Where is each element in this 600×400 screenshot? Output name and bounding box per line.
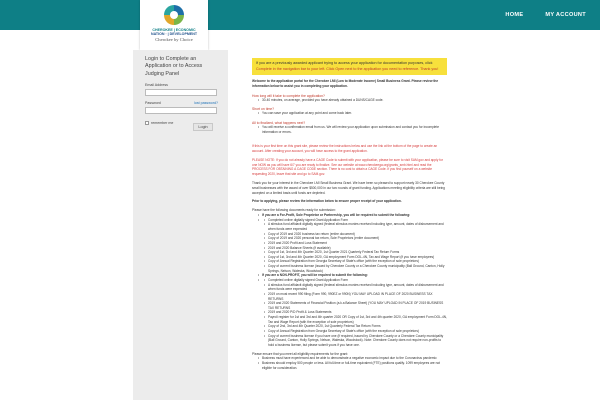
please-note-paragraph: PLEASE NOTE: If you do not already have a CAGE Code to submit with your application, please be sure to visit SAM.gov and apply for one NOW as you will have 6/7 you are ready to finalize. See our website at www.cherokeega.org/grants_smb.html and read the PROCESS FOR OBTAINING A CAGE CODE section. There is no cost to obtain a CAGE Code. If you find yourself on a website requesting 2020, leave that site and go to SAM.gov. <box>252 157 443 177</box>
logo-emblem-icon <box>164 5 184 25</box>
for-profit-document-item: • Copy of Annual Registration from Georgia Secretary of State's office (with the exception of sole proprietors) <box>264 259 447 264</box>
docs-intro: Please have the following documents ready for submission: <box>252 208 336 213</box>
for-profit-document-item: • Copy of 1st, 3rd and 4th Quarter 2020, 1st Quarter 2021 Quarterly Federal Tax Return Forms <box>264 250 447 255</box>
prior-paragraph: Prior to applying, please review the information below to ensure proper receipt of your application. <box>252 199 402 204</box>
logo-wordmark <box>140 28 208 36</box>
for-profit-wrapper <box>258 218 447 274</box>
welcome-paragraph: Welcome to the application portal for the Cherokee LMI (Low to Moderate Income) Small Business Grant. Please review the information below to assist you in completing your application. <box>252 79 439 88</box>
for-profit-items <box>264 218 447 274</box>
for-profit-document-item: • Copy of 2019 and 2020 personal tax return, Sole Proprietors (entire document) <box>264 236 447 241</box>
documents-list <box>258 213 447 348</box>
faq-answer-time: • You can save your application at any point and come back later. <box>258 111 447 116</box>
nav-my-account-link[interactable]: MY ACCOUNT <box>545 12 586 18</box>
notice-highlight: Complete in the navigation bar to your left. Click Open next to the application you need to reference. Thank you! <box>256 66 439 71</box>
non-profit-document-item: • 2019 on most recent 990 filing (Form 990, 990EZ or 990N) YOU MAY UPLOAD IN PLACE OF 2020 BUSINESS TAX RETURNS <box>264 292 447 301</box>
eligibility-intro: Please ensure that you meet all eligibility requirements for the grant: <box>252 351 349 356</box>
non-profit-wrapper <box>258 278 447 348</box>
for-profit-document-item: • 2019 and 2020 Profit and Loss Statement <box>264 241 447 246</box>
main-content <box>252 58 447 400</box>
for-profit-document-item: • Copy of 2019 and 2020 business tax return (entire document) <box>264 232 447 237</box>
faq-question-next: All to finalized, what happens next? <box>252 120 306 125</box>
top-navigation-bar <box>0 0 600 30</box>
login-button[interactable]: Login <box>193 123 213 131</box>
eligibility-item: • Business must have experienced and be able to demonstrate a negative economic impact due to the Coronavirus pandemic <box>258 356 447 361</box>
faq-question-duration: How long will it take to complete the application? <box>252 93 325 98</box>
for-profit-intro: • If you are a For-Profit, Sole Proprietor or Partnership, you will be required to submit the following: <box>258 213 447 218</box>
faq-answer-duration-list <box>258 98 447 103</box>
remember-me-label: remember me <box>151 120 174 125</box>
for-profit-document-item: • • Completed online digitally signed Grant Application Form <box>264 218 447 223</box>
non-profit-intro: • If you are a NON-PROFIT, you will be required to submit the following: <box>258 273 447 278</box>
email-label <box>145 83 218 87</box>
for-profit-document-item: • A stimulus fund affidavit digitally signed (federal stimulus monies received including type, amount, dates of disbursement and when funds were expended <box>264 222 447 231</box>
logo-line-1: CHEROKEE | ECONOMIC <box>152 28 196 32</box>
non-profit-document-item: • A stimulus fund affidavit digitally signed (federal stimulus monies received including type, amount, dates of disbursement and when funds were expended <box>264 283 447 292</box>
logo-tagline: Cherokee by Choice <box>155 37 193 43</box>
password-label-text: Password <box>145 100 161 105</box>
first-time-paragraph: If this is your first time on this grant site, please review the instructions below and use the link at the bottom of the page to create an account. After creating your account, you will have access to the grant application. <box>252 144 438 154</box>
remember-me-checkbox[interactable] <box>145 121 149 125</box>
main-nav <box>505 0 586 30</box>
email-label-text: Email Address <box>145 82 168 87</box>
faq-question-time: Short on time? <box>252 107 275 112</box>
login-sidebar <box>133 50 228 400</box>
login-title: Login to Complete an Application or to Access Judging Panel <box>145 56 203 77</box>
for-profit-document-item: • Copy of 1st, 3rd and 4th Quarter 2020, GA employment Form DOL-4N, Tax and Wage Report (if you have employees) <box>264 255 447 260</box>
faq-answer-time-list <box>258 111 447 116</box>
faq-answer-next-list <box>258 125 447 134</box>
eligibility-item: • Business should employ 500 people or less. All full-time or full-time equivalent (FTE) positions qualify. 1099 employees are not eligible for consideration. <box>258 361 447 370</box>
non-profit-document-item: • • Completed online digitally signed Grant Application Form <box>264 278 447 283</box>
faq-answer-duration: • 30-40 minutes, on average, provided you have already obtained a DUNS/CAGE code. <box>258 98 447 103</box>
returning-applicant-notice <box>252 58 447 75</box>
notice-text: If you are a previously awarded applicant trying to access your application for documentation purposes, click <box>256 61 433 65</box>
non-profit-document-item: • Copy of 2nd, 3rd and 4th Quarter 2020, 1st Quarterly Federal Tax Return Forms <box>264 324 447 329</box>
password-field[interactable] <box>145 107 217 114</box>
non-profit-document-item: • 2019 and 2020 Statements of Financial Position (a.k.a Balance Sheet) (YOU MAY UPLOAD IN PLACE OF 2019 BUSINESS TAX RETURNS <box>264 301 447 310</box>
logo-line-2: NATION · | DEVELOPMENT <box>150 32 198 37</box>
non-profit-document-item: • Payroll register for 1st and 3rd and 4th quarter 2020 OR Copy of 1st, 3rd and 4th quarter 2020, GA employment Form DOL-4N, Tax and Wage Report (with the exception of sole proprietors) <box>264 315 447 324</box>
site-logo[interactable] <box>140 0 208 50</box>
non-profit-items <box>264 278 447 348</box>
faq-answer-next: • You will receive a confirmation email from us. We will review your application upon submission and contact you for incomplete information or errors. <box>258 125 447 134</box>
non-profit-document-item: • Copy of Annual Registration from Georgia Secretary of State's office (with the exception of sole proprietors) <box>264 329 447 334</box>
forgot-password-link[interactable]: lost password? <box>194 100 218 105</box>
nav-home-link[interactable]: HOME <box>505 12 524 18</box>
non-profit-document-item: • Copy of current business license if you have one (if required, issued by Cherokee County or a Cherokee County municipality (Ball Ground, Canton, Holly Springs, Nelson, Waleska, Woodstock). Note: Cherokee County does not require non-profits to hold a business license, but please submit yours if you have one. <box>264 334 447 348</box>
password-label <box>145 101 218 105</box>
for-profit-document-item: • Copy of current business license (issued by Cherokee County or a Cherokee County municipality (Ball Ground, Canton, Holly Springs, Nelson, Waleska, Woodstock) <box>264 264 447 273</box>
eligibility-list <box>258 356 447 370</box>
thanks-paragraph: Thank you for your interest in the Cherokee LMI Small Business Grant. We have been so pleased to support nearly 30 Cherokee County small businesses with the award of over $500,000 in our two rounds of grant funding. Applications meeting eligibility criteria are still being accepted on a limited basis until funds are depleted. <box>252 181 445 195</box>
email-field[interactable] <box>145 89 217 96</box>
non-profit-document-item: • 2019 and 2020 P/D Profit & Loss Statements <box>264 310 447 315</box>
for-profit-document-item: • 2019 and 2020 Balance Sheets (if available) <box>264 246 447 251</box>
